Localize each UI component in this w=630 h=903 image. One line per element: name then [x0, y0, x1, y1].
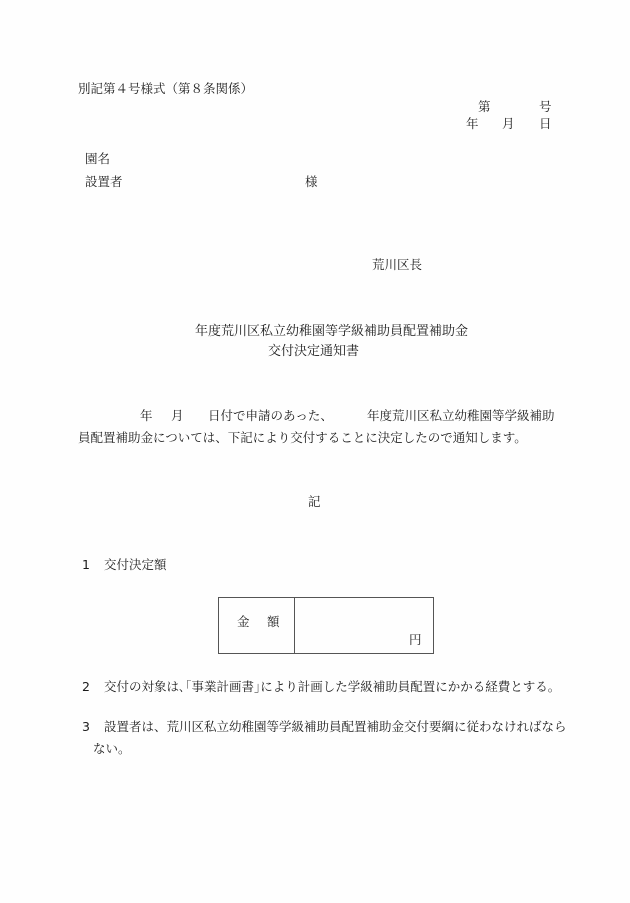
item-3-text: 設置者は、荒川区私立幼稚園等学級補助員配置補助金交付要綱に従わなければなら — [104, 719, 567, 734]
ki-heading: 記 — [308, 494, 321, 509]
body-text-1: 日付で申請のあった、 — [208, 408, 333, 423]
amount-table-divider — [294, 598, 295, 653]
date-month: 月 — [502, 116, 515, 131]
founder-label: 設置者 — [85, 174, 123, 189]
number-prefix: 第 — [478, 99, 491, 114]
item-2-num: 2 — [82, 679, 90, 694]
date-day: 日 — [539, 116, 552, 131]
body-line-2: 員配置補助金については、下記により交付することに決定したので通知します。 — [78, 430, 527, 445]
item-1-num: 1 — [82, 557, 90, 572]
school-name-label: 園名 — [85, 151, 111, 166]
title-line-2: 交付決定通知書 — [268, 344, 360, 359]
amount-label-1: 金 — [237, 614, 250, 629]
item-3-num: 3 — [82, 719, 90, 734]
item-1-text: 交付決定額 — [104, 557, 167, 572]
body-month: 月 — [171, 408, 184, 423]
issuer: 荒川区長 — [372, 257, 423, 272]
date-year: 年 — [466, 116, 479, 131]
number-suffix: 号 — [539, 99, 552, 114]
form-label: 別記第４号様式（第８条関係） — [78, 81, 254, 96]
title-line-1: 年度荒川区私立幼稚園等学級補助員配置補助金 — [195, 324, 469, 339]
honorific: 様 — [305, 174, 318, 189]
body-year: 年 — [140, 408, 153, 423]
item-2-text: 交付の対象は､｢事業計画書｣により計画した学級補助員配置にかかる経費とする。 — [104, 679, 561, 694]
amount-table — [218, 597, 434, 654]
item-3-text-cont: ない。 — [93, 741, 131, 756]
amount-label-2: 額 — [267, 614, 280, 629]
body-text-2: 年度荒川区私立幼稚園等学級補助 — [367, 408, 555, 423]
amount-unit: 円 — [409, 632, 422, 647]
